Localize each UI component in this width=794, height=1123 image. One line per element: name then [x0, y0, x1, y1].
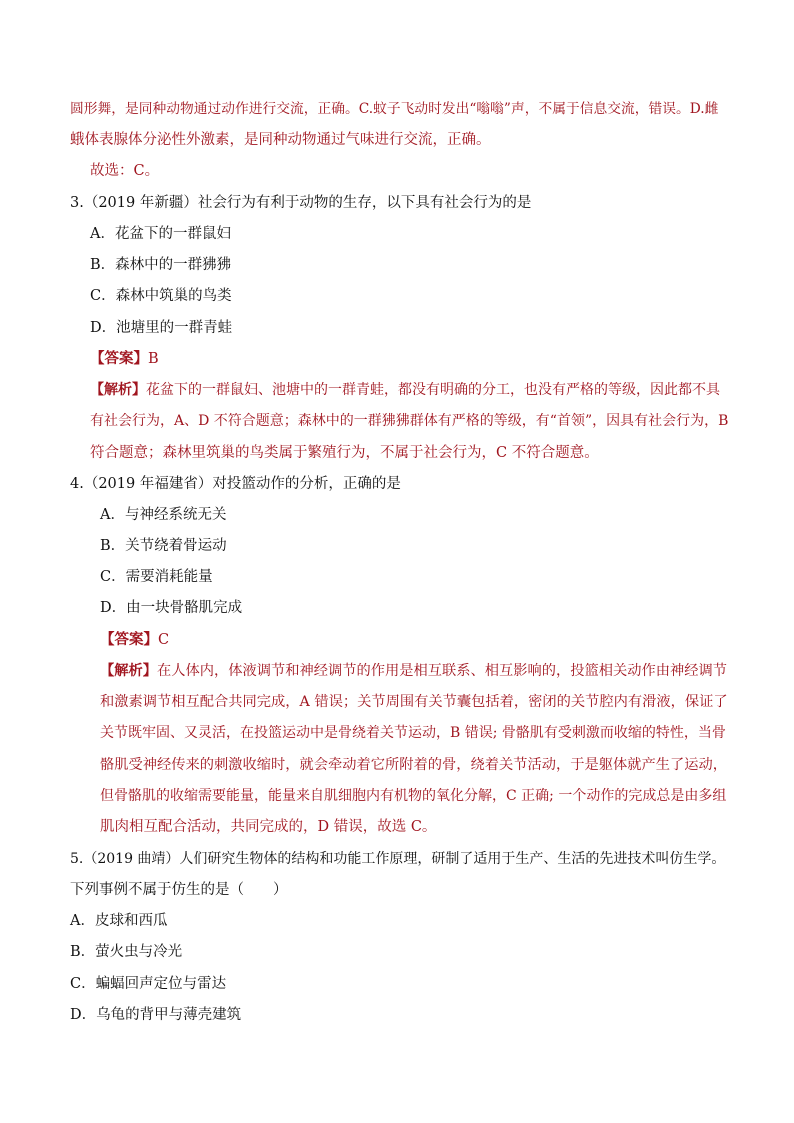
q4-answer: [100, 630, 169, 650]
q3-analysis-tag: 【解析】: [90, 382, 146, 398]
prev-analysis-line-1: 圆形舞，是同种动物通过动作进行交流，正确。C.蚊子飞动时发出“嗡嗡”声，不属于信息交流，错误。D.雌: [70, 101, 719, 117]
q3-stem: 3.（2019 年新疆）社会行为有利于动物的生存，以下具有社会行为的是: [70, 195, 532, 211]
q3-answer: [90, 349, 159, 369]
q3-analysis-line-1: [90, 380, 720, 400]
q3-analysis-text-1: 花盆下的一群鼠妇、池塘中的一群青蛙，都没有明确的分工，也没有严格的等级，因此都不具: [146, 382, 720, 398]
q4-option-d: D．由一块骨骼肌完成: [100, 600, 243, 616]
q4-analysis-line-4: 骼肌受神经传来的刺激收缩时，就会牵动着它所附着的骨，绕着关节活动，于是躯体就产生了运动，: [100, 757, 728, 773]
q4-analysis-text-1: 在人体内，体液调节和神经调节的作用是相互联系、相互影响的，投篮相关动作由神经调节: [157, 663, 728, 679]
q4-analysis-line-1: [100, 661, 727, 681]
prev-analysis-line-2: 蛾体表腺体分泌性外激素，是同种动物通过气味进行交流，正确。: [70, 132, 491, 148]
prev-conclusion: 故选：C。: [90, 163, 160, 179]
q3-analysis-line-3: 符合题意；森林里筑巢的鸟类属于繁殖行为，不属于社会行为，C 不符合题意。: [90, 445, 599, 461]
q5-option-d: D．乌龟的背甲与薄壳建筑: [70, 1007, 242, 1023]
q4-analysis-line-6: 肌肉相互配合活动，共同完成的，D 错误，故选 C。: [100, 819, 437, 835]
q3-answer-value: B: [148, 351, 159, 367]
q4-option-c: C．需要消耗能量: [100, 569, 213, 585]
q3-option-b: B．森林中的一群狒狒: [90, 257, 232, 273]
q4-option-a: A．与神经系统无关: [100, 507, 227, 523]
q4-analysis-tag: 【解析】: [100, 663, 158, 679]
q3-option-c: C．森林中筑巢的鸟类: [90, 288, 232, 304]
q4-answer-value: C: [158, 632, 170, 648]
q4-analysis-line-2: 和激素调节相互配合共同完成，A 错误；关节周围有关节囊包括着，密闭的关节腔内有滑液，保证了: [100, 694, 728, 710]
q4-option-b: B．关节绕着骨运动: [100, 538, 227, 554]
q4-analysis-line-5: 但骨骼肌的收缩需要能量，能量来自肌细胞内有机物的氧化分解，C 正确; 一个动作的完成总是由多组: [100, 788, 727, 804]
q5-stem-line-1: 5.（2019 曲靖）人们研究生物体的结构和功能工作原理，研制了适用于生产、生活的先进技术叫仿生学。: [70, 851, 726, 867]
q5-option-b: B．萤火虫与冷光: [70, 944, 183, 960]
q4-answer-tag: 【答案】: [100, 631, 158, 648]
q4-stem: 4.（2019 年福建省）对投篮动作的分析，正确的是: [70, 476, 401, 492]
q5-option-c: C．蝙蝠回声定位与雷达: [70, 976, 227, 992]
q5-stem-line-2: 下列事例不属于仿生的是（ ）: [70, 882, 288, 898]
q3-answer-tag: 【答案】: [90, 350, 148, 367]
q3-option-a: A．花盆下的一群鼠妇: [90, 226, 231, 242]
q3-option-d: D．池塘里的一群青蛙: [90, 320, 233, 336]
q5-option-a: A．皮球和西瓜: [70, 913, 168, 929]
q4-analysis-line-3: 关节既牢固、又灵活，在投篮运动中是骨绕着关节运动，B 错误; 骨骼肌有受刺激而收缩的特性，当骨: [100, 725, 726, 741]
q3-analysis-line-2: 有社会行为，A、D 不符合题意；森林中的一群狒狒群体有严格的等级，有“首领”，因具有社会行为，B: [90, 413, 729, 429]
